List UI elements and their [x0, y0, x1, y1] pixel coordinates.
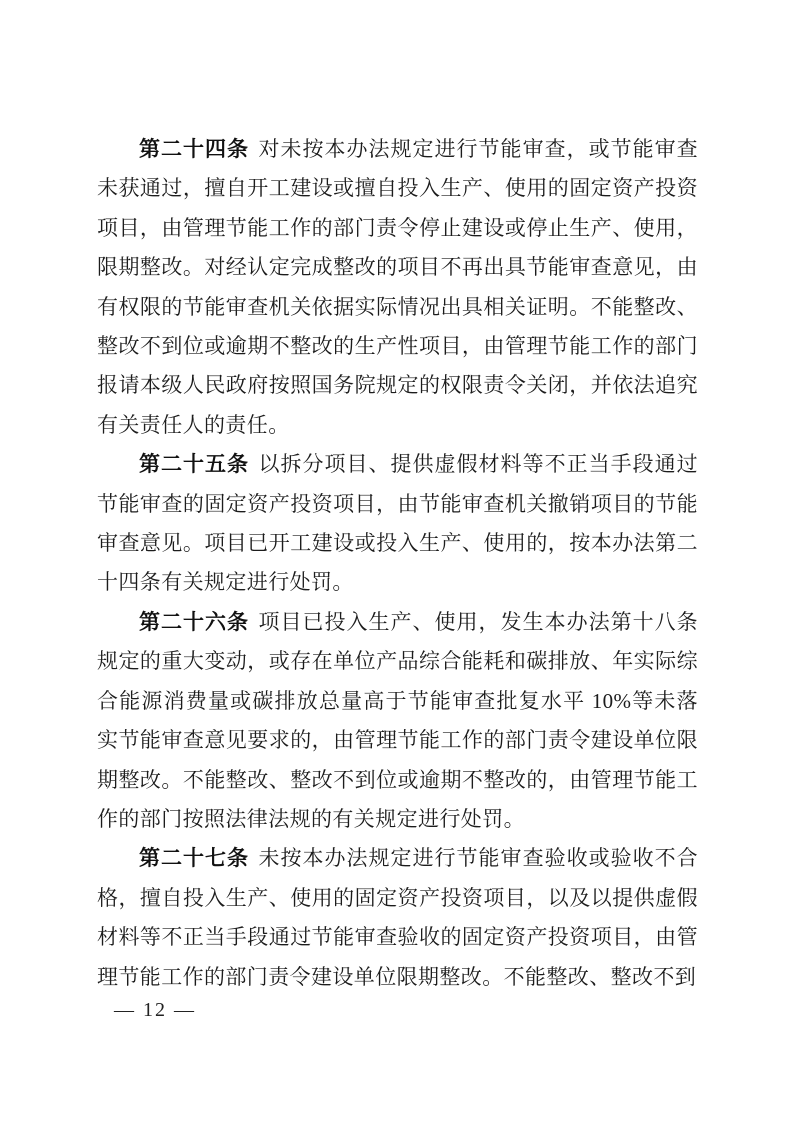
- article-number-25: 第二十五条: [139, 452, 250, 477]
- article-number-24: 第二十四条: [139, 137, 250, 161]
- article-text-26: 项目已投入生产、使用，发生本办法第十八条规定的重大变动，或存在单位产品综合能耗和碳排放、年实际综合能源消费量或碳排放总量高于节能审查批复水平 10%等未落实节能审查意见要求的，由管理节能工作的部门责令建设单位限期整改。不能整改、整改不到位或逾期不整改的，由管理节能工作的部门按照法律法规的有关规定进行处罚。: [97, 609, 699, 831]
- article-number-26: 第二十六条: [139, 609, 250, 634]
- article-number-27: 第二十七条: [139, 846, 250, 871]
- article-paragraph-26: [97, 603, 698, 839]
- article-paragraph-25: [97, 445, 698, 603]
- article-text-27: 未按本办法规定进行节能审查验收或验收不合格，擅自投入生产、使用的固定资产投资项目，以及以提供虚假材料等不正当手段通过节能审查验收的固定资产投资项目，由管理节能工作的部门责令建设单位限期整改。不能整改、整改不到: [97, 846, 699, 989]
- article-paragraph-27: [97, 839, 698, 997]
- article-text-24: 对未按本办法规定进行节能审查，或节能审查未获通过，擅自开工建设或擅自投入生产、使用的固定资产投资项目，由管理节能工作的部门责令停止建设或停止生产、使用，限期整改。对经认定完成整改的项目不再出具节能审查意见，由有权限的节能审查机关依据实际情况出具相关证明。不能整改、整改不到位或逾期不整改的生产性项目，由管理节能工作的部门报请本级人民政府按照国务院规定的权限责令关闭，并依法追究有关责任人的责任。: [97, 137, 699, 437]
- article-paragraph-24: [97, 130, 698, 445]
- document-body: [97, 130, 698, 997]
- article-text-25: 以拆分项目、提供虚假材料等不正当手段通过节能审查的固定资产投资项目，由节能审查机关撤销项目的节能审查意见。项目已开工建设或投入生产、使用的，按本办法第二十四条有关规定进行处罚。: [97, 452, 699, 595]
- page-number: — 12 —: [114, 999, 196, 1021]
